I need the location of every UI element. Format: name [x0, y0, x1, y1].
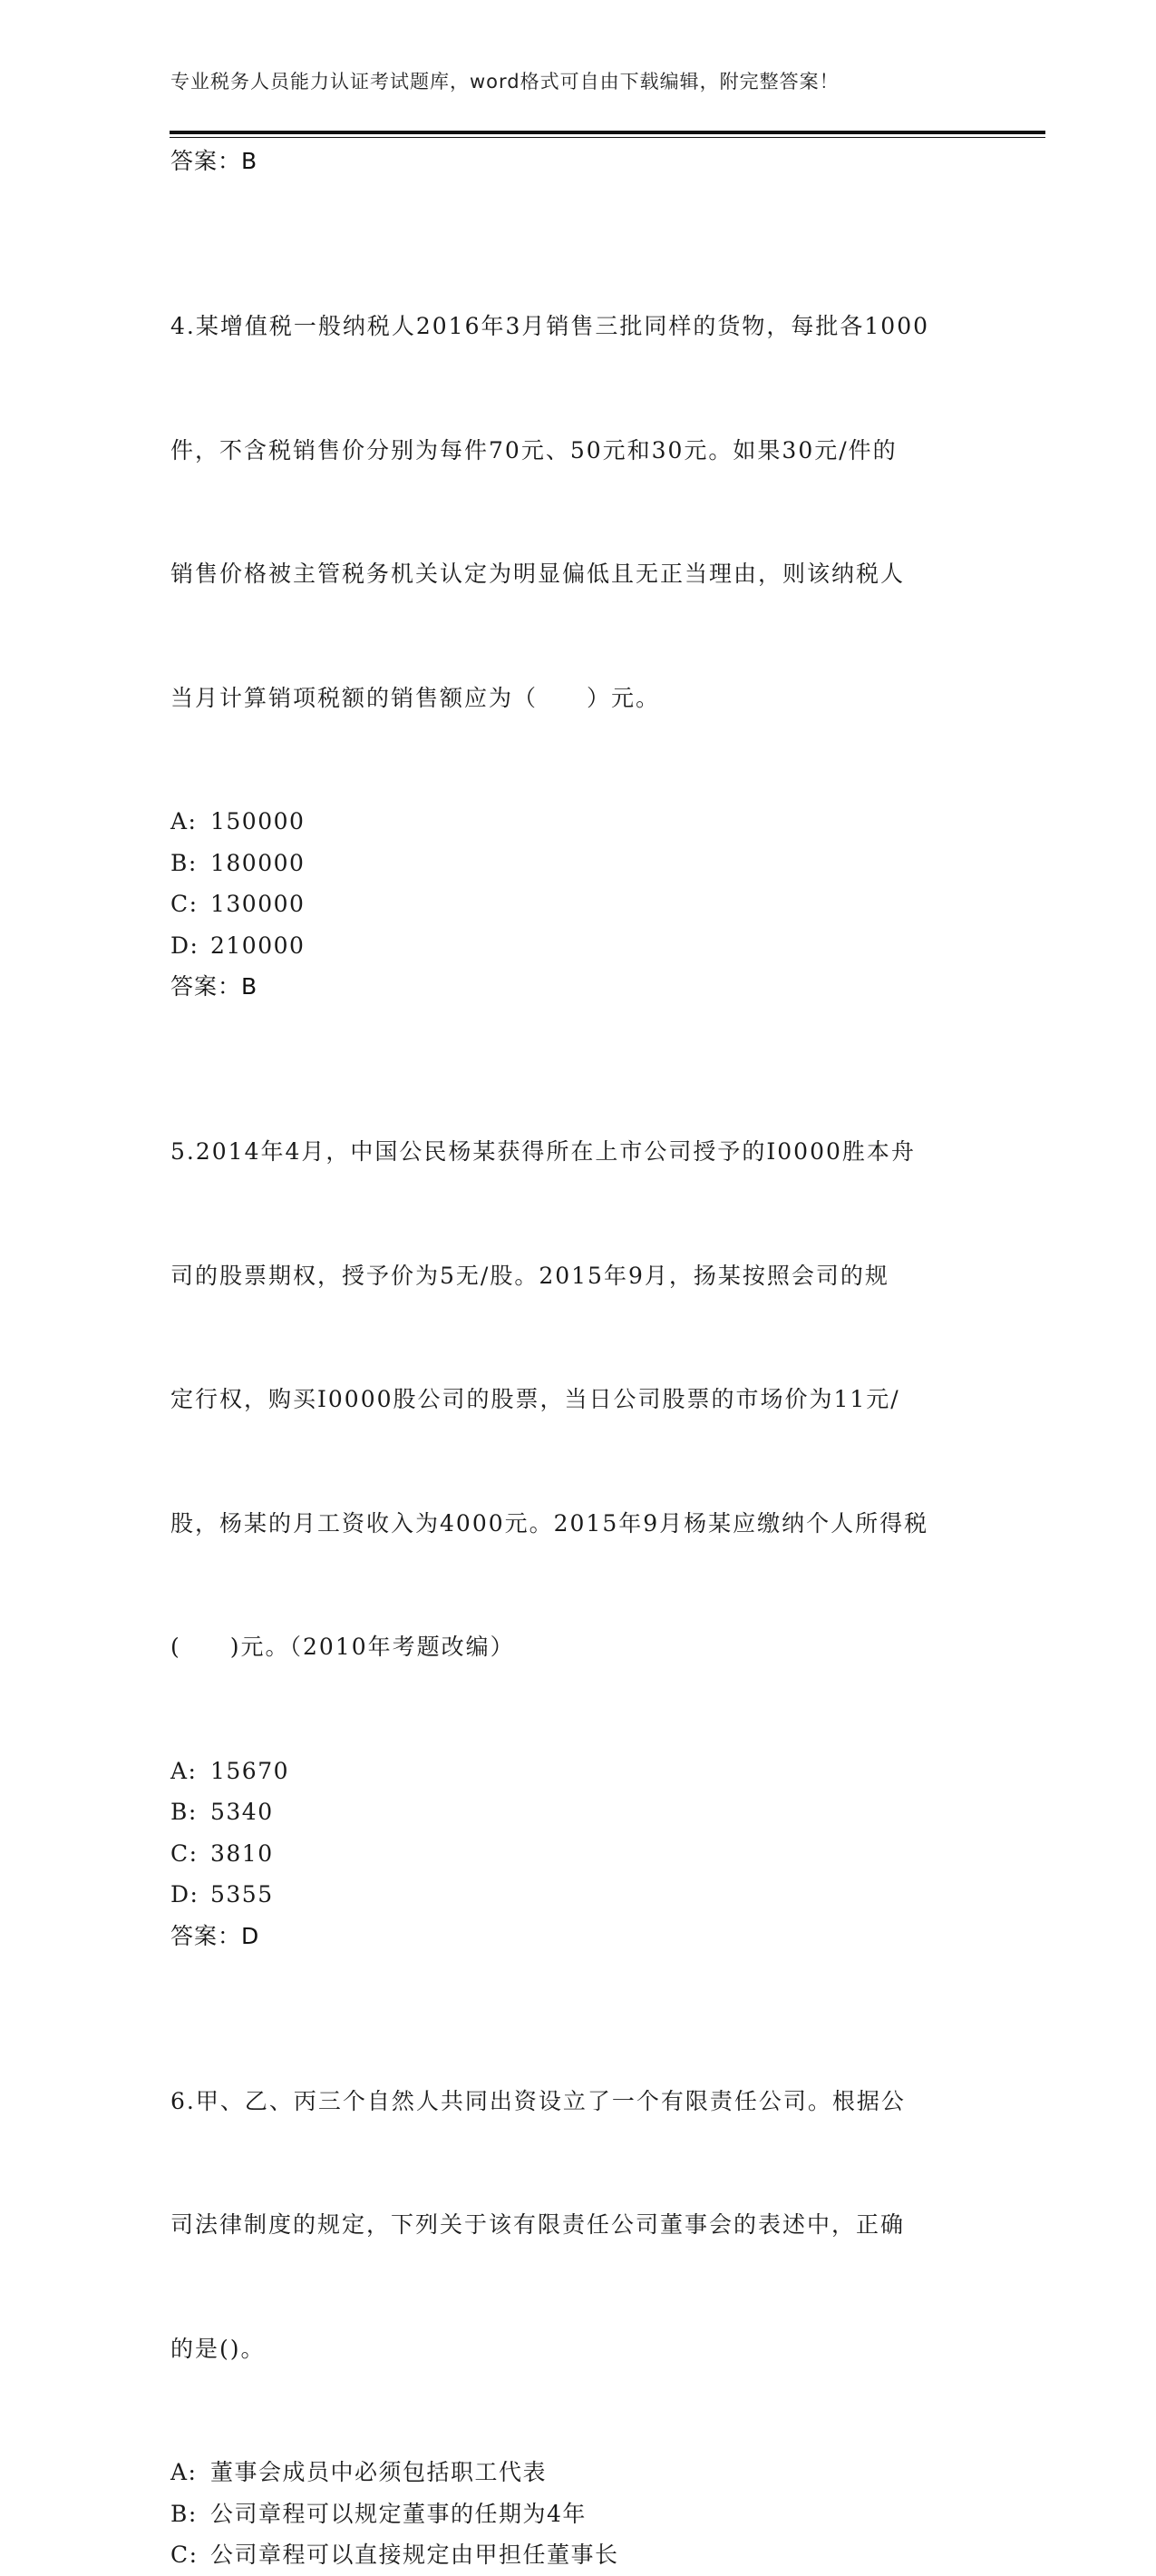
question-4	[170, 223, 986, 1007]
stem-line: 4.某增值税一般纳税人2016年3月销售三批同样的货物，每批各1000	[170, 313, 930, 339]
question-stem	[170, 1998, 986, 2453]
option-text: 董事会成员中必须包括职工代表	[210, 2459, 548, 2485]
stem-line: 的是()。	[170, 2335, 266, 2362]
question-6	[170, 1998, 986, 2576]
option-a	[170, 801, 986, 843]
option-letter: C:	[170, 891, 199, 917]
option-b	[170, 1791, 986, 1833]
option-letter: B:	[170, 1799, 198, 1825]
option-letter: C:	[170, 2542, 199, 2568]
stem-line: 6.甲、乙、丙三个自然人共同出资设立了一个有限责任公司。根据公	[170, 2087, 906, 2114]
option-letter: B:	[170, 2500, 198, 2527]
stem-line: 股，杨某的月工资收入为4000元。2015年9月杨某应缴纳个人所得税	[170, 1509, 929, 1537]
question-list	[170, 141, 986, 2576]
option-letter: A:	[170, 1757, 198, 1784]
option-b	[170, 2493, 986, 2535]
stem-line: 销售价格被主管税务机关认定为明显偏低且无正当理由，则该纳税人	[170, 561, 906, 587]
question-stem	[170, 1049, 986, 1751]
stem-line: 5.2014年4月，中国公民杨某获得所在上市公司授予的I0000胜本舟	[170, 1138, 916, 1165]
stem-line: 当月计算销项税额的销售额应为（ ）元。	[170, 684, 661, 711]
option-d	[170, 1874, 986, 1916]
option-a	[170, 1751, 986, 1792]
stem-line: ( )元。（2010年考题改编）	[170, 1634, 515, 1660]
option-text: 公司章程可以直接规定由甲担任董事长	[210, 2542, 619, 2568]
option-letter: D:	[170, 1881, 199, 1908]
question-stem	[170, 223, 986, 801]
option-text: 180000	[210, 849, 306, 876]
option-b	[170, 843, 986, 884]
option-text: 210000	[210, 932, 306, 959]
answer: 答案：B	[170, 973, 258, 1000]
option-d	[170, 925, 986, 967]
previous-answer: 答案：B	[170, 148, 258, 174]
option-text: 3810	[210, 1839, 274, 1867]
header-rule-thick	[170, 131, 1045, 134]
option-letter: A:	[170, 2459, 198, 2485]
stem-line: 司的股票期权，授予价为5无/股。2015年9月，扬某按照会司的规	[170, 1262, 889, 1289]
option-text: 130000	[210, 891, 306, 917]
option-letter: C:	[170, 1839, 199, 1867]
option-text: 150000	[210, 808, 306, 834]
option-letter: D:	[170, 932, 199, 959]
header-text: 专业税务人员能力认证考试题库，word格式可自由下载编辑，附完整答案！	[170, 71, 840, 93]
option-letter: B:	[170, 849, 198, 876]
answer: 答案：D	[170, 1922, 260, 1949]
stem-line: 定行权，购买I0000股公司的股票，当日公司股票的市场价为11元/	[170, 1386, 900, 1412]
stem-line: 司法律制度的规定，下列关于该有限责任公司董事会的表述中，正确	[170, 2211, 906, 2238]
option-text: 5340	[210, 1799, 274, 1825]
header-rule-thin	[170, 137, 1045, 138]
option-letter: A:	[170, 808, 198, 834]
option-text: 5355	[210, 1881, 274, 1908]
option-c	[170, 2534, 986, 2576]
option-c	[170, 1833, 986, 1875]
option-text: 公司章程可以规定董事的任期为4年	[210, 2500, 587, 2527]
question-5	[170, 1049, 986, 1956]
option-text: 15670	[210, 1757, 290, 1784]
option-a	[170, 2452, 986, 2493]
stem-line: 件，不含税销售价分别为每件70元、50元和30元。如果30元/件的	[170, 436, 898, 463]
option-c	[170, 883, 986, 925]
